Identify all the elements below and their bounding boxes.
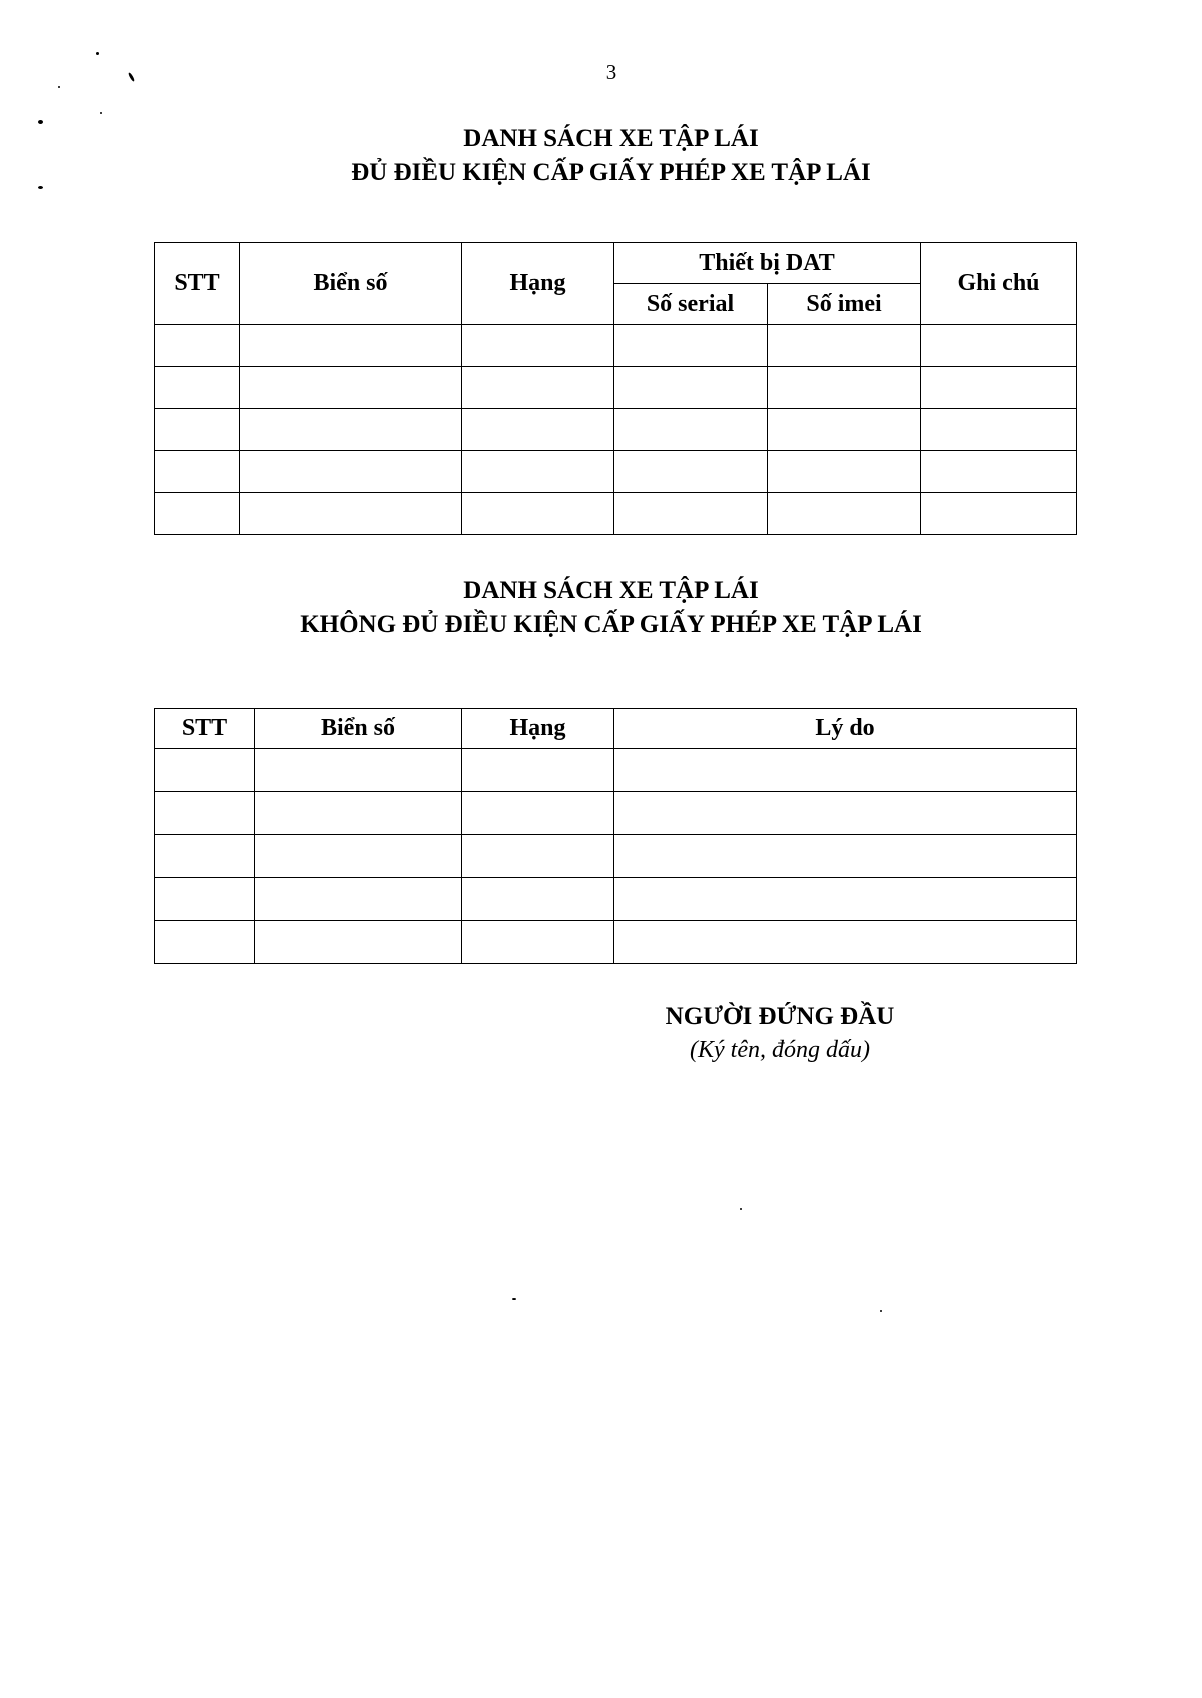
- table-row: [155, 367, 1077, 409]
- scan-speck: [880, 1310, 882, 1312]
- table-cell: [155, 367, 240, 409]
- table-cell: [462, 878, 614, 921]
- table-cell: [255, 878, 462, 921]
- table-cell: [155, 451, 240, 493]
- table-cell: [768, 409, 921, 451]
- table-cell: [768, 493, 921, 535]
- scan-speck: [100, 112, 102, 114]
- table-header-row: [155, 709, 1077, 749]
- table-cell: [614, 921, 1077, 964]
- section1-title-line2: ĐỦ ĐIỀU KIỆN CẤP GIẤY PHÉP XE TẬP LÁI: [351, 159, 871, 186]
- table-cell: [155, 792, 255, 835]
- table-cell: [462, 493, 614, 535]
- page-number: 3: [605, 60, 617, 84]
- table-cell: [255, 749, 462, 792]
- table-cell: [614, 325, 768, 367]
- table-row: [155, 451, 1077, 493]
- table-cell: [614, 493, 768, 535]
- header-hang: Hạng: [462, 243, 614, 325]
- table-cell: [155, 878, 255, 921]
- section1-title-line1: DANH SÁCH XE TẬP LÁI: [463, 125, 759, 152]
- table-cell: [255, 835, 462, 878]
- table-row: [155, 749, 1077, 792]
- table-cell: [614, 749, 1077, 792]
- table-cell: [255, 921, 462, 964]
- table-row: [155, 835, 1077, 878]
- table-cell: [614, 409, 768, 451]
- scan-speck: [58, 86, 60, 88]
- table-cell: [462, 749, 614, 792]
- table-cell: [921, 493, 1077, 535]
- scan-speck: [38, 120, 43, 124]
- table-cell: [155, 921, 255, 964]
- table-cell: [614, 451, 768, 493]
- signer-title: NGƯỜI ĐỨNG ĐẦU: [665, 1003, 895, 1030]
- table-cell: [614, 878, 1077, 921]
- scan-speck: [96, 52, 99, 55]
- table-cell: [921, 367, 1077, 409]
- table-row: [155, 325, 1077, 367]
- header-so-serial: Số serial: [614, 284, 768, 325]
- table-cell: [462, 325, 614, 367]
- scan-speck: [512, 1298, 516, 1300]
- header-bien-so: Biển số: [255, 709, 462, 749]
- signature-block: [600, 1000, 960, 1066]
- header-ly-do: Lý do: [614, 709, 1077, 749]
- table-cell: [462, 792, 614, 835]
- table-cell: [155, 749, 255, 792]
- header-so-imei: Số imei: [768, 284, 921, 325]
- section1-title: [0, 122, 1202, 190]
- signer-note: (Ký tên, đóng dấu): [690, 1037, 870, 1063]
- header-stt: STT: [155, 709, 255, 749]
- table-cell: [240, 409, 462, 451]
- table-header-row: [155, 243, 1077, 284]
- table-cell: [155, 835, 255, 878]
- table-cell: [614, 367, 768, 409]
- table-cell: [921, 325, 1077, 367]
- table-cell: [155, 409, 240, 451]
- table-row: [155, 493, 1077, 535]
- table-cell: [462, 835, 614, 878]
- section2-title-line1: DANH SÁCH XE TẬP LÁI: [463, 577, 759, 604]
- table-cell: [155, 493, 240, 535]
- table-cell: [240, 325, 462, 367]
- table-cell: [462, 409, 614, 451]
- table-cell: [155, 325, 240, 367]
- scan-speck: [38, 186, 43, 189]
- table-cell: [768, 451, 921, 493]
- table-cell: [921, 451, 1077, 493]
- table-cell: [240, 493, 462, 535]
- header-stt: STT: [155, 243, 240, 325]
- table-row: [155, 921, 1077, 964]
- table-cell: [921, 409, 1077, 451]
- table-row: [155, 409, 1077, 451]
- table-cell: [768, 325, 921, 367]
- table-cell: [240, 367, 462, 409]
- header-ghi-chu: Ghi chú: [921, 243, 1077, 325]
- header-hang: Hạng: [462, 709, 614, 749]
- section2-title-line2: KHÔNG ĐỦ ĐIỀU KIỆN CẤP GIẤY PHÉP XE TẬP LÁI: [300, 611, 922, 638]
- table-cell: [462, 367, 614, 409]
- table-cell: [462, 921, 614, 964]
- header-thiet-bi-dat: Thiết bị DAT: [614, 243, 921, 284]
- table-row: [155, 792, 1077, 835]
- table-cell: [614, 792, 1077, 835]
- table-cell: [255, 792, 462, 835]
- table-cell: [240, 451, 462, 493]
- table-cell: [614, 835, 1077, 878]
- section2-title: [0, 574, 1202, 642]
- scan-speck: [740, 1208, 742, 1210]
- table-cell: [768, 367, 921, 409]
- table-cell: [462, 451, 614, 493]
- ineligible-vehicles-table: [154, 708, 1077, 964]
- table-row: [155, 878, 1077, 921]
- header-bien-so: Biển số: [240, 243, 462, 325]
- eligible-vehicles-table: [154, 242, 1077, 535]
